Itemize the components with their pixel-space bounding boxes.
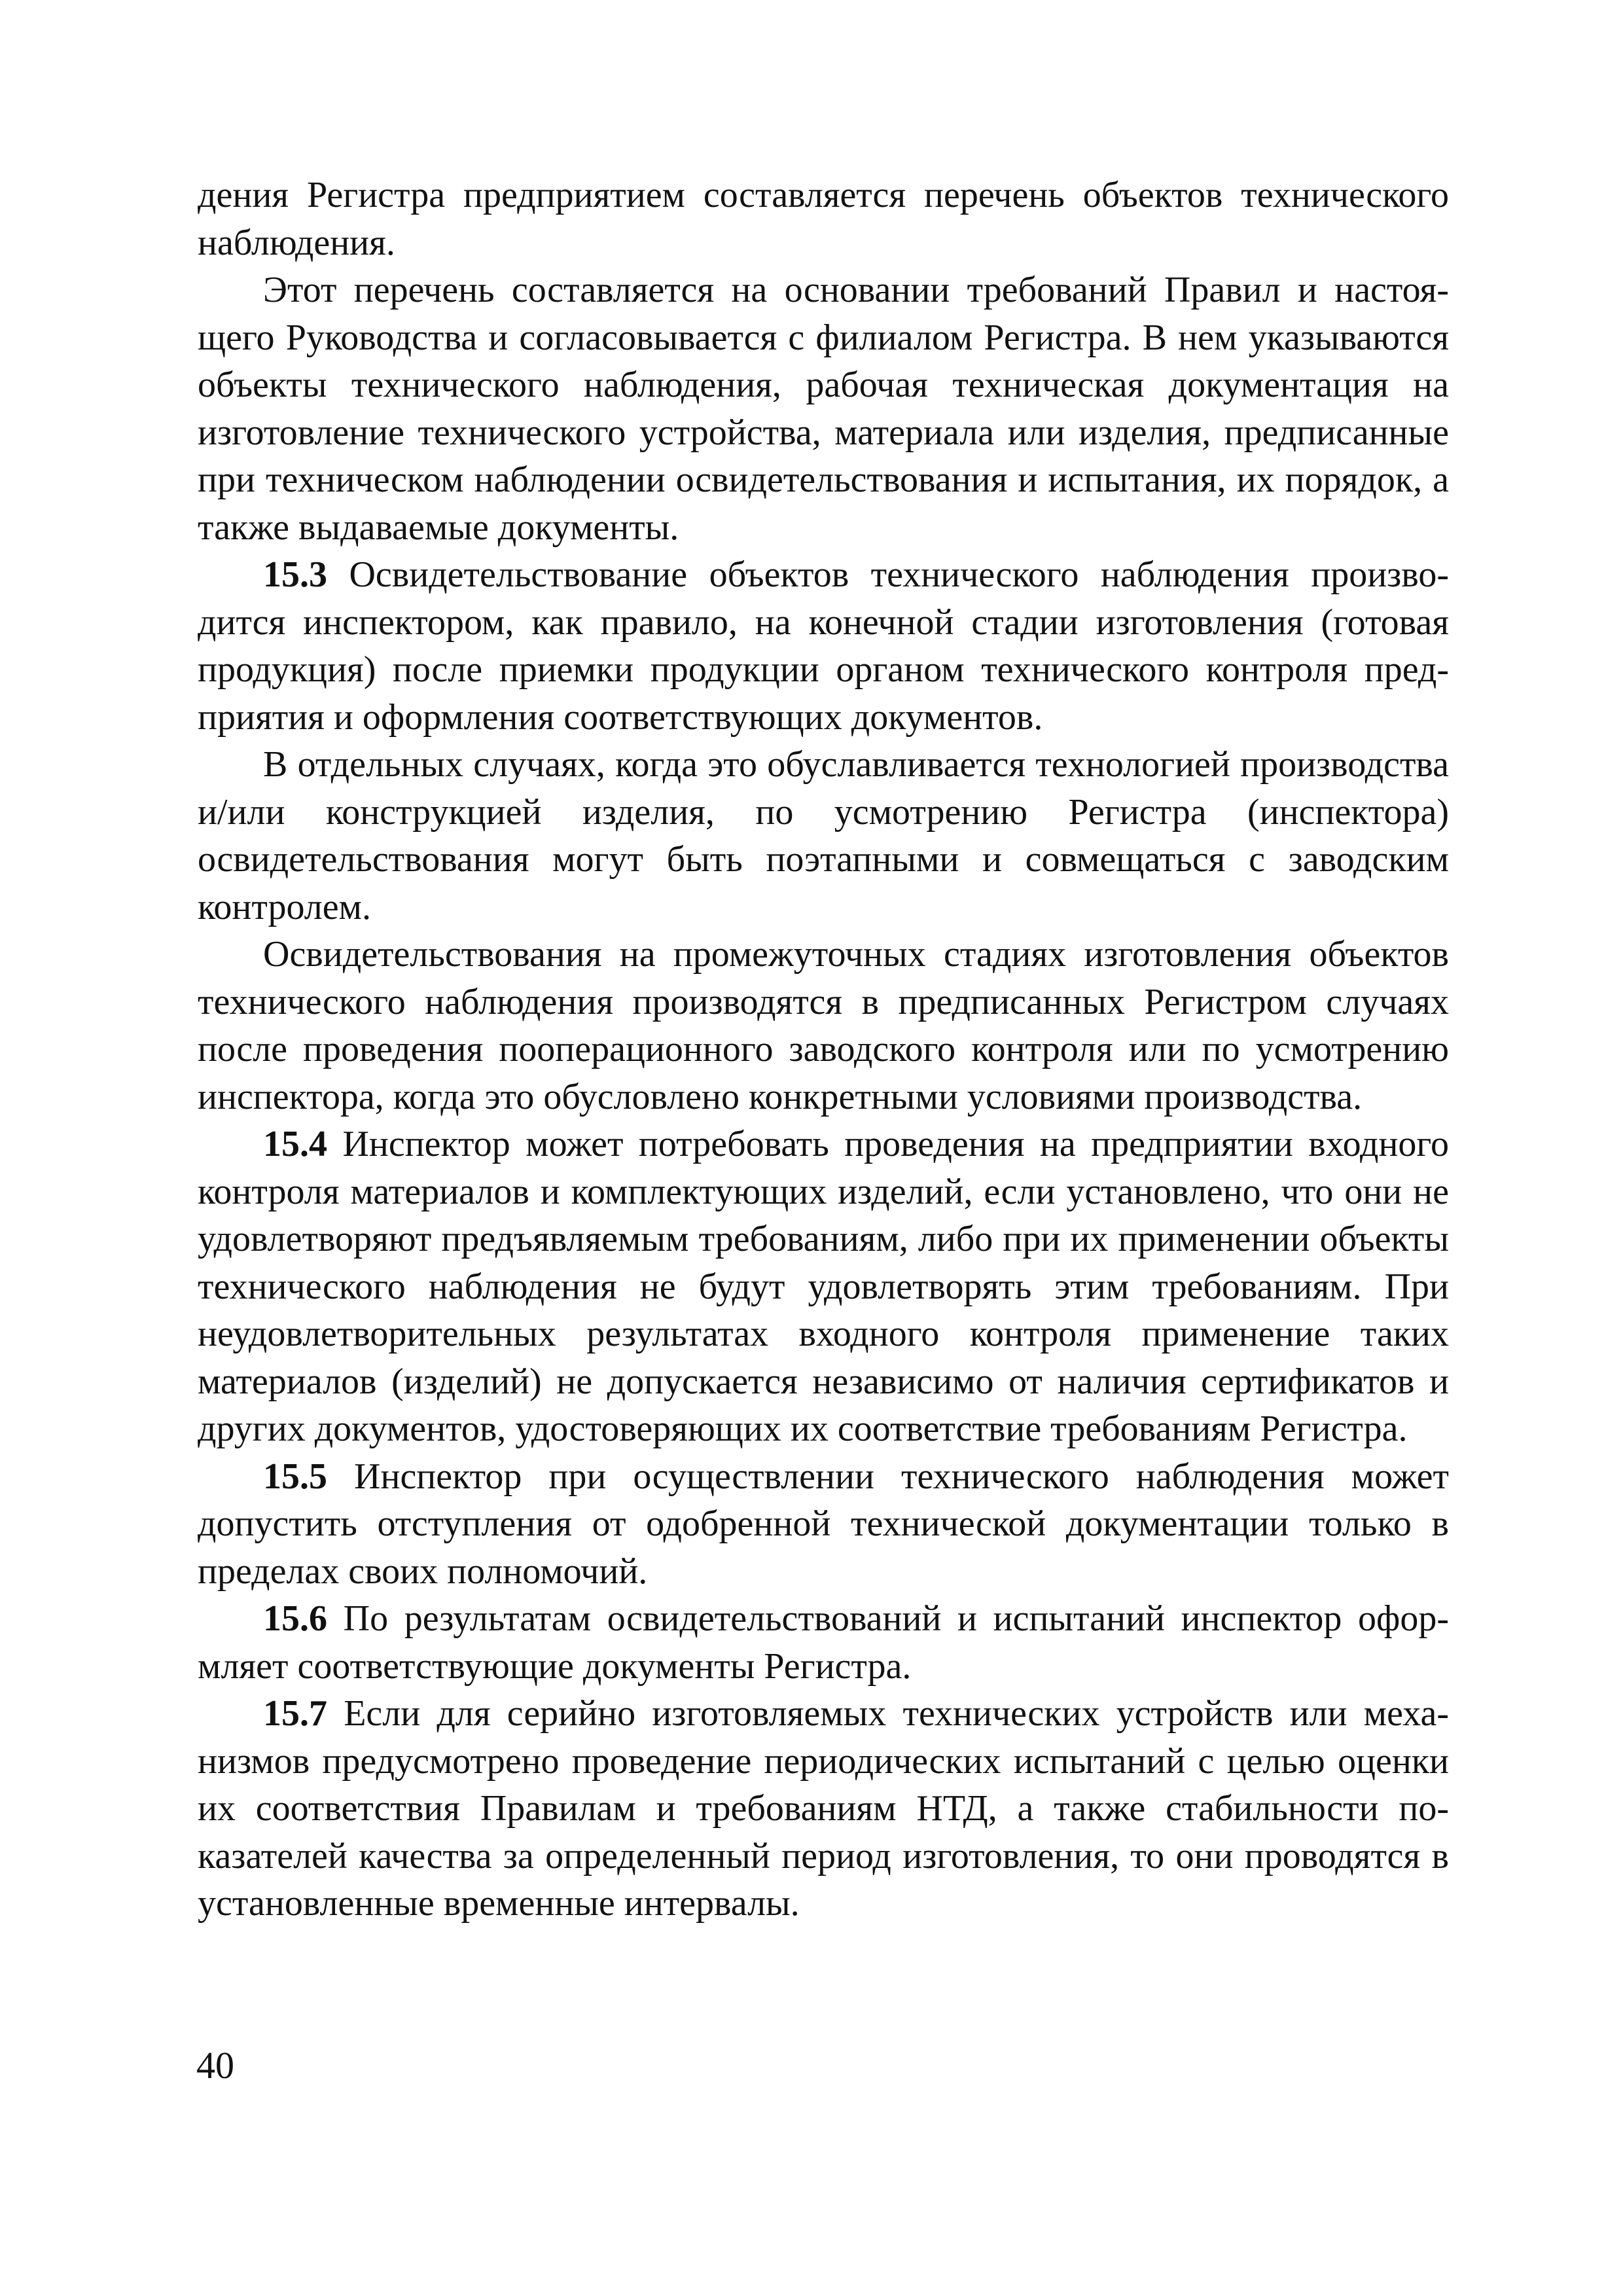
paragraph-text: Инспектор при осуществлении технического наблюдения может допустить отступления от одобренной технической документации только в пределах своих полномочий. [198,1456,1449,1592]
page-number: 40 [196,2044,234,2087]
section-15-6 [198,1595,1449,1690]
section-15-3 [198,551,1449,741]
section-number: 15.3 [263,554,327,595]
section-number: 15.4 [263,1124,327,1164]
section-number: 15.7 [263,1693,327,1734]
section-15-5 [198,1453,1449,1596]
paragraph [198,266,1449,551]
page-body [198,171,1449,1928]
paragraph [198,741,1449,931]
section-number: 15.5 [263,1456,327,1497]
section-15-7 [198,1690,1449,1928]
paragraph-text: Этот перечень составляется на основании требований Правил и настоящего Руководства и согласовывается с филиалом Регистра. В нем указываются объекты технического наблюдения, рабочая техническая документация на изготовление технического устройства, материала или изделия, предписанные при техническом наблюдении освидетельствования и испытания, их порядок, а также выдаваемые документы. [198,270,1449,548]
paragraph-text: дения Регистра предприятием составляется перечень объектов технического наблюдения. [198,175,1449,263]
paragraph-continuation [198,171,1449,266]
paragraph [198,931,1449,1121]
paragraph-text: Освидетельствование объектов технического наблюдения производится инспектором, как правило, на конечной стадии изготовления (готовая продукция) после приемки продукции органом технического контроля предприятия и оформления соответствующих документов. [198,554,1449,738]
paragraph-text: По результатам освидетельствований и испытаний инспектор оформляет соответствующие документы Регистра. [198,1598,1449,1687]
paragraph-text: В отдельных случаях, когда это обуславливается технологией производства и/или конструкцией изделия, по усмотрению Регистра (инспектора) освидетельствования могут быть поэтапными и совмещаться с заводским контролем. [198,744,1449,927]
section-15-4 [198,1121,1449,1453]
section-number: 15.6 [263,1598,327,1639]
paragraph-text: Освидетельствования на промежуточных стадиях изготовления объектов технического наблюдения производятся в предписанных Регистром случаях после проведения пооперационного заводского контроля или по усмотрению инспектора, когда это обусловлено конкретными условиями производства. [198,934,1449,1117]
paragraph-text: Если для серийно изготовляемых технических устройств или механизмов предусмотрено проведение периодических испытаний с целью оценки их соответствия Правилам и требованиям НТД, а также стабильности показателей качества за определенный период изготовления, то они проводятся в установленные временные интервалы. [198,1693,1450,1924]
paragraph-text: Инспектор может потребовать проведения на предприятии входного контроля материалов и комплектующих изделий, если установлено, что они не удовлетворяют предъявляемым требованиям, либо при их применении объекты технического наблюдения не будут удовлетворять этим требованиям. При неудовлетворительных результатах входного контроля применение таких материалов (изделий) не допускается независимо от наличия сертификатов и других документов, удостоверяющих их соответствие требованиям Регистра. [198,1124,1450,1449]
